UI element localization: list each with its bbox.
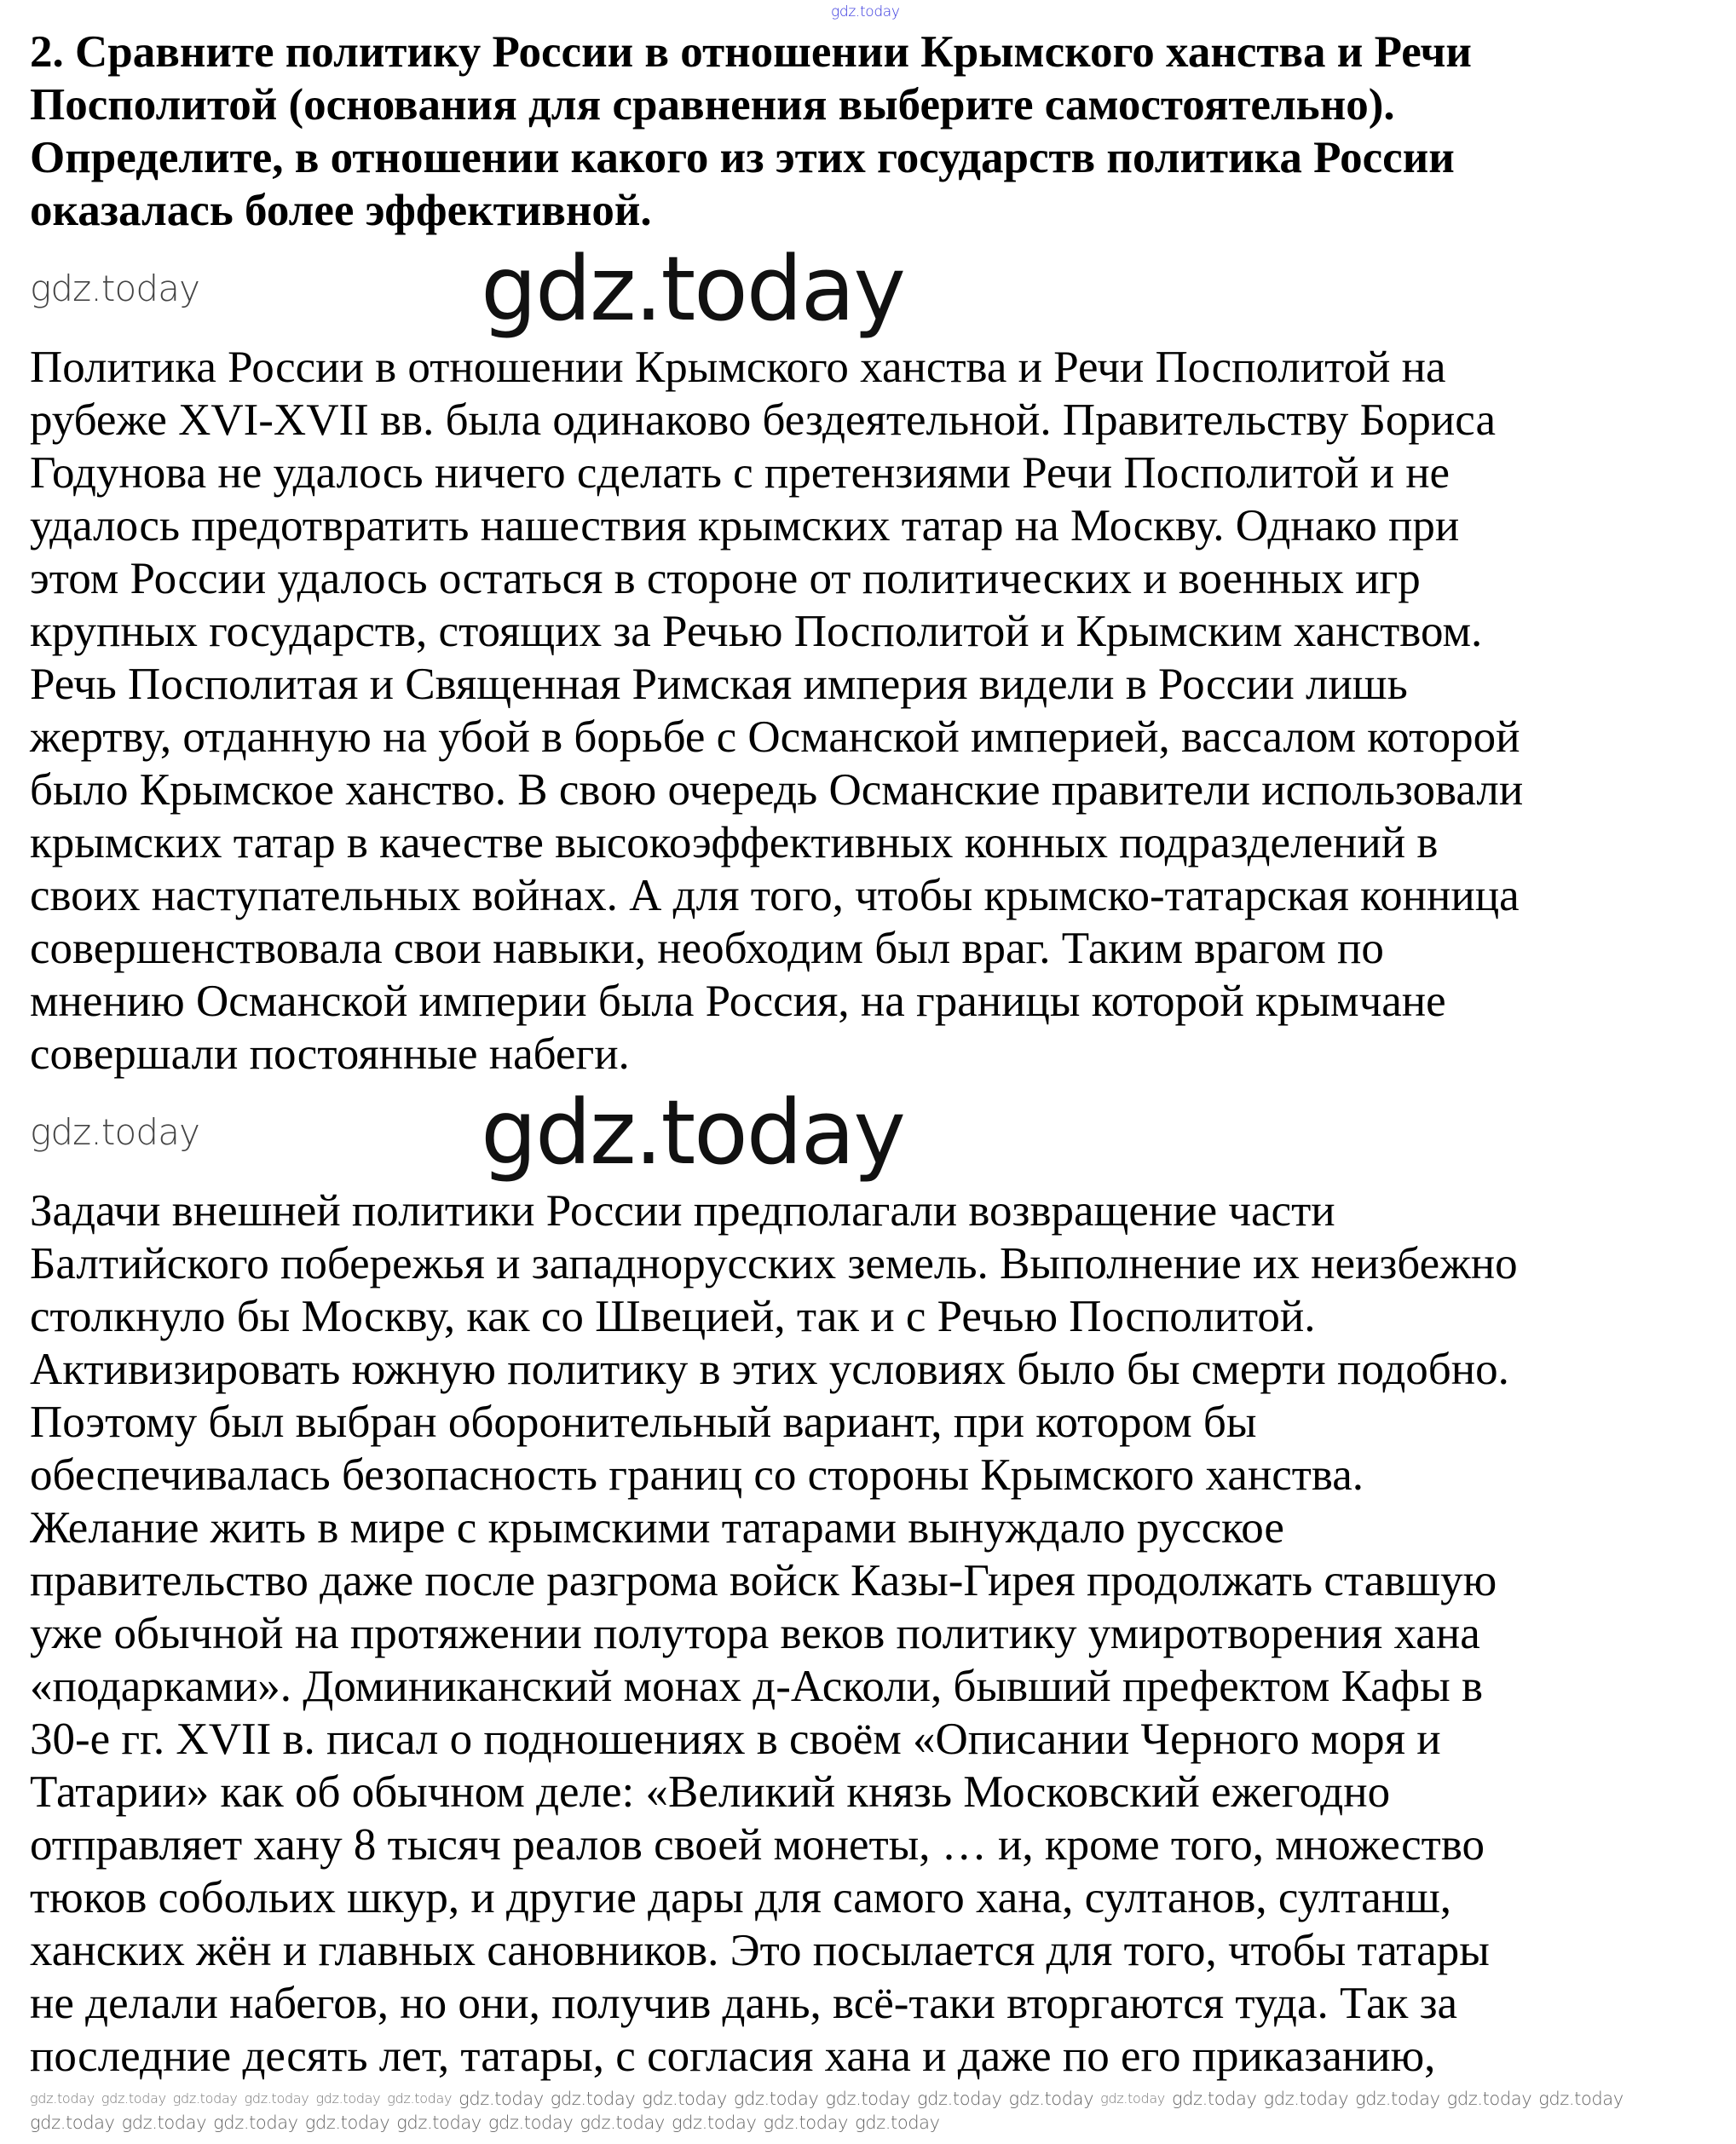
watermark: gdz.today (642, 2089, 727, 2109)
text-line: Годунова не удалось ничего сделать с претензиями Речи Посполитой и не (30, 448, 1451, 498)
watermark: gdz.today (244, 2090, 309, 2107)
text-line: отправляет хану 8 тысяч реалов своей монеты, … и, кроме того, множество (30, 1820, 1485, 1870)
text-line: уже обычной на протяжении полутора веков политику умиротворения хана (30, 1609, 1480, 1658)
watermark: gdz.today (550, 2089, 636, 2109)
text-line: удалось предотвратить нашествия крымских татар на Москву. Однако при (30, 501, 1460, 550)
watermark: gdz.today (172, 2090, 238, 2107)
watermark: gdz.today (315, 2090, 381, 2107)
watermark: gdz.today (831, 3, 900, 20)
text-line: совершенствовала свои навыки, необходим был враг. Таким врагом по (30, 924, 1384, 973)
text-line: тюков собольих шкур, и другие дары для самого хана, султанов, султанш, (30, 1873, 1452, 1922)
watermark: gdz.today (580, 2112, 665, 2133)
watermark: gdz.today (733, 2089, 819, 2109)
watermark: gdz.today (487, 2112, 574, 2133)
watermark: gdz.today (304, 2112, 390, 2133)
watermark: gdz.today (121, 2112, 207, 2133)
text-line: «подарками». Доминиканский монах д-Асколи, бывший префектом Кафы в (30, 1662, 1483, 1711)
watermark: gdz.today (855, 2112, 940, 2133)
watermark: gdz.today (30, 268, 200, 309)
text-line: Поэтому был выбран оборонительный вариант, при котором бы (30, 1398, 1257, 1447)
text-line: ханских жён и главных сановников. Это посылается для того, чтобы татары (30, 1926, 1490, 1975)
text-line: жертву, отданную на убой в борьбе с Османской империей, вассалом которой (30, 712, 1520, 762)
watermark: gdz.today (30, 2090, 95, 2107)
text-line: Политика России в отношении Крымского ханства и Речи Посполитой на (30, 343, 1446, 392)
answer-paragraph-1 (30, 341, 1523, 1081)
task-heading (30, 26, 1472, 237)
watermark: gdz.today (213, 2112, 298, 2133)
watermark-band (30, 237, 1709, 341)
watermark: gdz.today (1100, 2090, 1165, 2107)
text-line: 30-е гг. XVII в. писал о подношениях в своём «Описании Черного моря и (30, 1715, 1441, 1764)
text-line: Активизировать южную политику в этих условиях было бы смерти подобно. (30, 1345, 1509, 1394)
watermark: gdz.today (481, 1081, 904, 1184)
text-line: крупных государств, стоящих за Речью Посполитой и Крымским ханством. (30, 607, 1483, 656)
watermark: gdz.today (825, 2089, 910, 2109)
watermark: gdz.today (396, 2112, 482, 2133)
text-line: этом России удалось остаться в стороне от политических и военных игр (30, 554, 1421, 603)
text-line: Желание жить в мире с крымскими татарами вынуждало русское (30, 1503, 1284, 1553)
heading-line: оказалась более эффективной. (30, 186, 652, 235)
text-line: крымских татар в качестве высокоэффективных конных подразделений в (30, 818, 1439, 867)
watermark: gdz.today (671, 2112, 757, 2133)
watermark: gdz.today (1538, 2089, 1624, 2109)
watermark: gdz.today (387, 2090, 453, 2107)
text-line: Балтийского побережья и западнорусских земель. Выполнение их неизбежно (30, 1239, 1518, 1288)
watermark: gdz.today (30, 1111, 200, 1153)
watermark: gdz.today (1355, 2089, 1440, 2109)
watermark: gdz.today (30, 2112, 115, 2133)
watermark-band (30, 1081, 1709, 1184)
text-line: обеспечивалась безопасность границ со стороны Крымского ханства. (30, 1450, 1364, 1500)
heading-line: 2. Сравните политику России в отношении Крымского ханства и Речи (30, 27, 1472, 77)
text-line: совершали постоянные набеги. (30, 1029, 630, 1079)
watermark: gdz.today (481, 237, 904, 341)
answer-paragraph-2 (30, 1184, 1518, 2083)
text-line: не делали набегов, но они, получив дань, всё-таки вторгаются туда. Так за (30, 1979, 1458, 2028)
watermark: gdz.today (459, 2089, 544, 2109)
text-line: мнению Османской империи была Россия, на границы которой крымчане (30, 977, 1446, 1026)
watermark: gdz.today (1171, 2089, 1257, 2109)
watermark: gdz.today (916, 2089, 1002, 2109)
heading-line: Определите, в отношении какого из этих государств политика России (30, 133, 1455, 182)
watermark: gdz.today (101, 2090, 166, 2107)
heading-line: Посполитой (основания для сравнения выберите самостоятельно). (30, 80, 1395, 130)
text-line: столкнуло бы Москву, как со Швецией, так и с Речью Посполитой. (30, 1292, 1316, 1341)
watermark: gdz.today (1446, 2089, 1532, 2109)
watermark: gdz.today (1263, 2089, 1349, 2109)
text-line: своих наступательных войнах. А для того, чтобы крымско-татарская конница (30, 871, 1520, 920)
watermark: gdz.today (1008, 2089, 1094, 2109)
text-line: правительство даже после разгрома войск Казы-Гирея продолжать ставшую (30, 1556, 1497, 1605)
text-line: Речь Посполитая и Священная Римская империя видели в России лишь (30, 660, 1408, 709)
watermark: gdz.today (763, 2112, 849, 2133)
text-line: рубеже XVI-XVII вв. была одинаково бездеятельной. Правительству Бориса (30, 395, 1496, 445)
text-line: было Крымское ханство. В свою очередь Османские правители использовали (30, 765, 1524, 815)
text-line: Задачи внешней политики России предполагали возвращение части (30, 1186, 1335, 1236)
watermark-strip (30, 2088, 1709, 2134)
text-line: последние десять лет, татары, с согласия хана и даже по его приказанию, (30, 2032, 1436, 2081)
text-line: Татарии» как об обычном деле: «Великий князь Московский ежегодно (30, 1767, 1391, 1817)
